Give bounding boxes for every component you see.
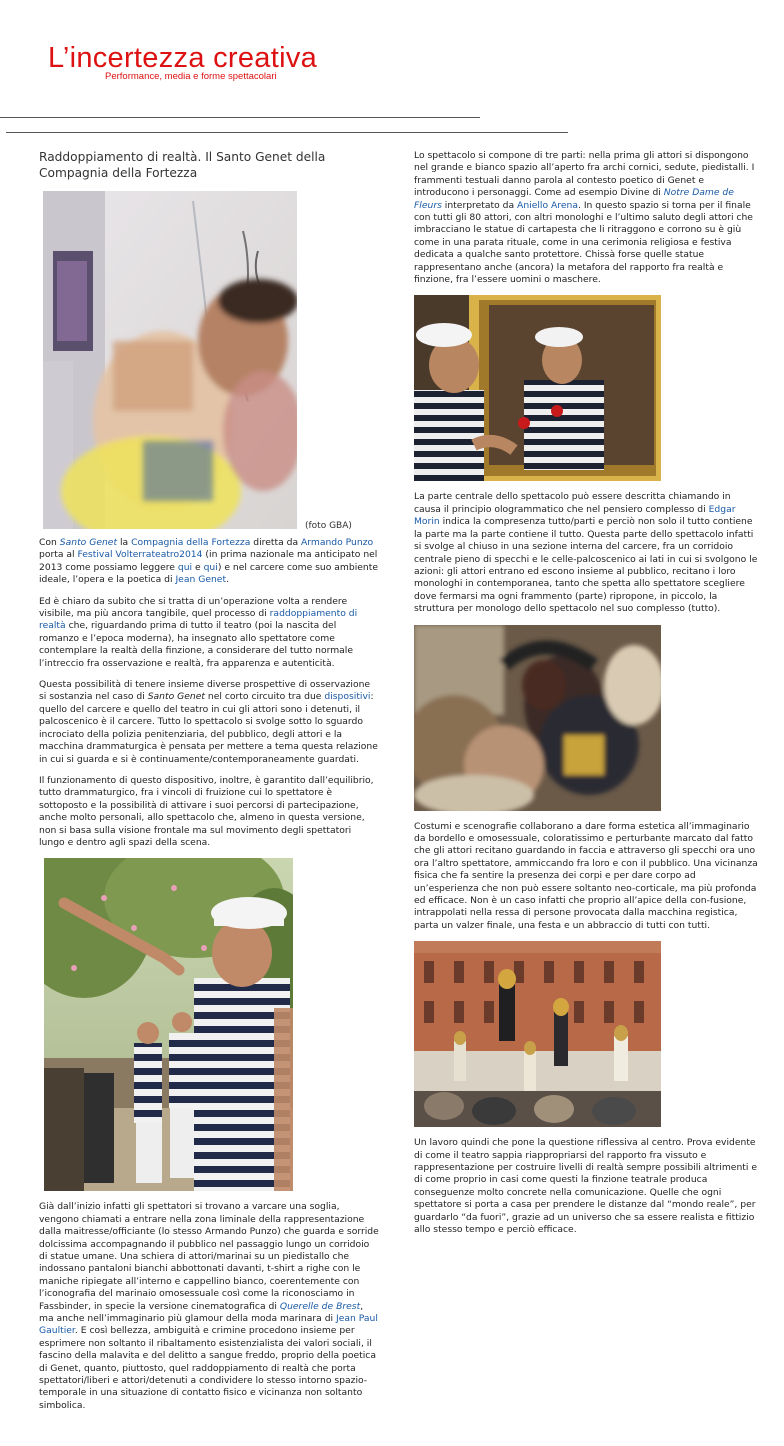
right-column bbox=[414, 150, 759, 1245]
site-title[interactable]: L’incertezza creativa bbox=[48, 42, 318, 74]
text: indica la compresenza tutto/parti e perciò non solo il tutto contiene la parte ma la parte contiene il tutto. Questa parte dello spettacolo infatti si svolge al chiuso in una sezione interna del carcere, fra un corridoio centrale pieno di specchi e le celle-palcoscenico ai lati in cui si svolgono le azioni: gli attori entrano ed escono insieme al pubblico, recitano i loro monologhi in contemporanea, tanto che spetta allo spettatore scegliere dove fermarsi ma ogni frammento (parte) ripropone, in piccolo, la struttura per monologo dello spettacolo nel suo complesso (tutto). bbox=[414, 516, 758, 615]
text: e bbox=[192, 561, 204, 573]
header-divider bbox=[0, 117, 480, 118]
link-notre-dame-de-fleurs[interactable]: Notre Dame de Fleurs bbox=[414, 187, 734, 211]
text: Ed è chiaro da subito che si tratta di un’operazione volta a rendere visibile, ma più ancora tangibile, quel processo di bbox=[39, 595, 348, 620]
text: Già dall’inizio infatti gli spettatori si trovano a varcare una soglia, vengono chiamati a entrare nella zona liminale della rappresentazione dalla maitresse/officiante (lo stesso Armando Punzo) che guarda e sorride dolcissima accompagnando il pubblico nel passaggio lungo un corridoio di statue umane. Una schiera di attori/marinai su un piedistallo che indossano pantaloni bianchi abbottonati davanti, t-shirt a righe con le maniche ripiegate all’interno e cappellino bianco, coerentemente con l’iconografia del marinaio omosessuale così come la riconosciamo in Fassbinder, in specie la versione cinematografica di bbox=[39, 1201, 379, 1312]
text: interpretato da bbox=[441, 199, 518, 211]
link-aniello-arena[interactable]: Aniello Arena bbox=[517, 199, 578, 211]
link-armando-punzo[interactable]: Armando Punzo bbox=[301, 537, 374, 548]
text: (in prima nazionale ma anticipato nel 2013 come possiamo leggere bbox=[39, 549, 378, 573]
text: diretta da bbox=[250, 537, 301, 548]
link-querelle-de-brest[interactable]: Querelle de Brest bbox=[279, 1300, 361, 1312]
text: Questa possibilità di tenere insieme diverse prospettive di osservazione si sostanzia nel caso di bbox=[39, 679, 371, 703]
text: la bbox=[117, 537, 132, 548]
photo-1-row bbox=[43, 191, 379, 529]
post-title: Raddoppiamento di realtà. Il Santo Genet della Compagnia della Fortezza bbox=[39, 150, 326, 180]
link-qui-2[interactable]: qui bbox=[203, 561, 218, 573]
text: . bbox=[226, 574, 229, 586]
link-compagnia-fortezza[interactable]: Compagnia della Fortezza bbox=[131, 537, 251, 548]
link-jean-genet[interactable]: Jean Genet bbox=[175, 574, 227, 586]
link-festival-volterrateatro[interactable]: Festival Volterrateatro2014 bbox=[77, 549, 203, 561]
photo-sailor-mirror[interactable] bbox=[414, 295, 661, 481]
text: , ma anche nell’immaginario più glamour della moda marinara di bbox=[39, 1300, 364, 1324]
paragraph-r1 bbox=[414, 150, 759, 286]
text: . In questo spazio si torna per il finale con tutti gli 80 attori, con altri monologhi e l’ultimo saluto degli attori che imbracciano le statue di cartapesta che li ritraggono e corrono su è giù come in una parata rituale, come in una cerimonia religiosa e festiva dedicata a qualche santo protettore. Chissà forse quelle statue rappresentano anche (ancora) la metafora del rapporto fra realtà e finzione, fra l’essere uomini o maschere. bbox=[414, 199, 753, 286]
link-santo-genet[interactable]: Santo Genet bbox=[59, 537, 118, 548]
text: Lo spettacolo si compone di tre parti: nella prima gli attori si dispongono nel grande e bianco spazio all’aperto fra archi cornici, sedute, piedistalli. I frammenti testuali danno parola al contesto poetico di Genet e introducono i personaggi. Come ad esempio Divine di bbox=[414, 150, 755, 199]
text: Con bbox=[39, 537, 60, 548]
paragraph-4: Il funzionamento di questo dispositivo, inoltre, è garantito dall’equilibrio, tutto drammaturgico, fra i vincoli di fruizione cui lo spettatore è sottoposto e la possibilità di attivare i suoi percorsi di partecipazione, anche molto personali, allo spettacolo che, almeno in questa versione, non si basa sulla visione frontale ma sul movimento degli spettatori lungo e dentro agli spazi della scena. bbox=[39, 774, 374, 848]
header-divider-2 bbox=[6, 132, 568, 133]
text: : quello del carcere e quello del teatro in cui gli attori sono i detenuti, il palcoscenico è il carcere. Tutto lo spettacolo si svolge sotto lo sguardo incrociato della polizia penitenziaria, del pubblico, degli attori e la macchina drammaturgica è pensata per mettere a tema questa relazione in cui si guarda e si è continuamente/contemporaneamente guardati. bbox=[39, 691, 378, 765]
text: che, riguardando prima di tutto il teatro (poi la nascita del romanzo e l’epoca moderna), ha insegnato allo spettatore come contemplare la realtà della finzione, a considerare del tutto normale l’intreccio fra osservazione e realtà, fra apparenza e autenticità. bbox=[39, 620, 353, 669]
text: . E così bellezza, ambiguità e crimine procedono insieme per esprimere non soltanto il ribaltamento esistenzialista dei valori sociali, il fascino della malavita e del delitto a sangue freddo, proprio della poetica di Genet, quanto, piuttosto, quel raddoppiamento di realtà che porta spettatori/liberi e attori/detenuti a condividere lo stesso intorno spazio-temporale in una situazione di contatto fisico e vicinanza non soltanto simbolica. bbox=[39, 1325, 376, 1411]
text: nel corto circuito tra due bbox=[204, 691, 325, 703]
site-subtitle: Performance, media e forme spettacolari bbox=[105, 71, 277, 82]
link-qui-1[interactable]: qui bbox=[177, 561, 193, 573]
text: La parte centrale dello spettacolo può essere descritta chiamando in causa il principio ologrammatico che nel pensiero complesso di bbox=[414, 491, 731, 515]
photo-statues-courtyard[interactable] bbox=[414, 941, 661, 1127]
paragraph-3 bbox=[39, 679, 379, 766]
photo-santo-genet-mirror[interactable] bbox=[43, 191, 297, 529]
left-column bbox=[39, 150, 379, 1421]
text: ) e nel carcere come suo ambiente ideale, l’opera e la poetica di bbox=[39, 561, 378, 586]
photo-sailor-pointing[interactable] bbox=[44, 858, 293, 1191]
paragraph-5 bbox=[39, 1201, 379, 1412]
photo-crowd-inside[interactable] bbox=[414, 625, 661, 811]
link-dispositivi[interactable]: dispositivi bbox=[324, 691, 371, 703]
link-raddoppiamento-realta[interactable]: raddoppiamento di realtà bbox=[39, 608, 358, 632]
paragraph-2 bbox=[39, 596, 379, 670]
paragraph-1 bbox=[39, 537, 379, 587]
link-edgar-morin[interactable]: Edgar Morin bbox=[414, 503, 736, 528]
link-jean-paul-gaultier[interactable]: Jean Paul Gaultier bbox=[39, 1313, 378, 1337]
text: porta al bbox=[39, 549, 78, 561]
text-emphasis: Santo Genet bbox=[147, 691, 205, 703]
paragraph-r4: Un lavoro quindi che pone la questione riflessiva al centro. Prova evidente di come il teatro sappia riappropriarsi del rapporto fra vissuto e rappresentazione per costruire livelli di realtà sempre possibili altrimenti e di come proprio in casi come questi la finzione teatrale produca conseguenze molto concrete nella comunicazione. Quelle che ogni spettatore si porta a casa per prendere le distanze dal “mondo reale”, per guardarlo “da fuori”, grazie ad un universo che sa essere realista e fittizio allo stesso tempo e perciò efficace. bbox=[414, 1137, 757, 1236]
paragraph-r2 bbox=[414, 491, 759, 615]
paragraph-r3: Costumi e scenografie collaborano a dare forma estetica all’immaginario da bordello e omosessuale, coloratissimo e perturbante marcato dal fatto che gli attori recitano guardando in faccia e attraverso gli specchi ora uno ora l’altro spettatore, ammiccando fra loro e con il pubblico. Una vicinanza fisica che fa sentire la presenza dei corpi e per dare corpo ad un’esperienza che non può essere soltanto neo-corticale, ma più profonda ed efficace. Non è un caso infatti che proprio all’apice della con-fusione, intrappolati nella ressa di persone provocata dalla macchina registica, parta un valzer finale, una festa e un abbraccio di tutti con tutti. bbox=[414, 820, 758, 931]
photo-caption: (foto GBA) bbox=[305, 520, 352, 531]
